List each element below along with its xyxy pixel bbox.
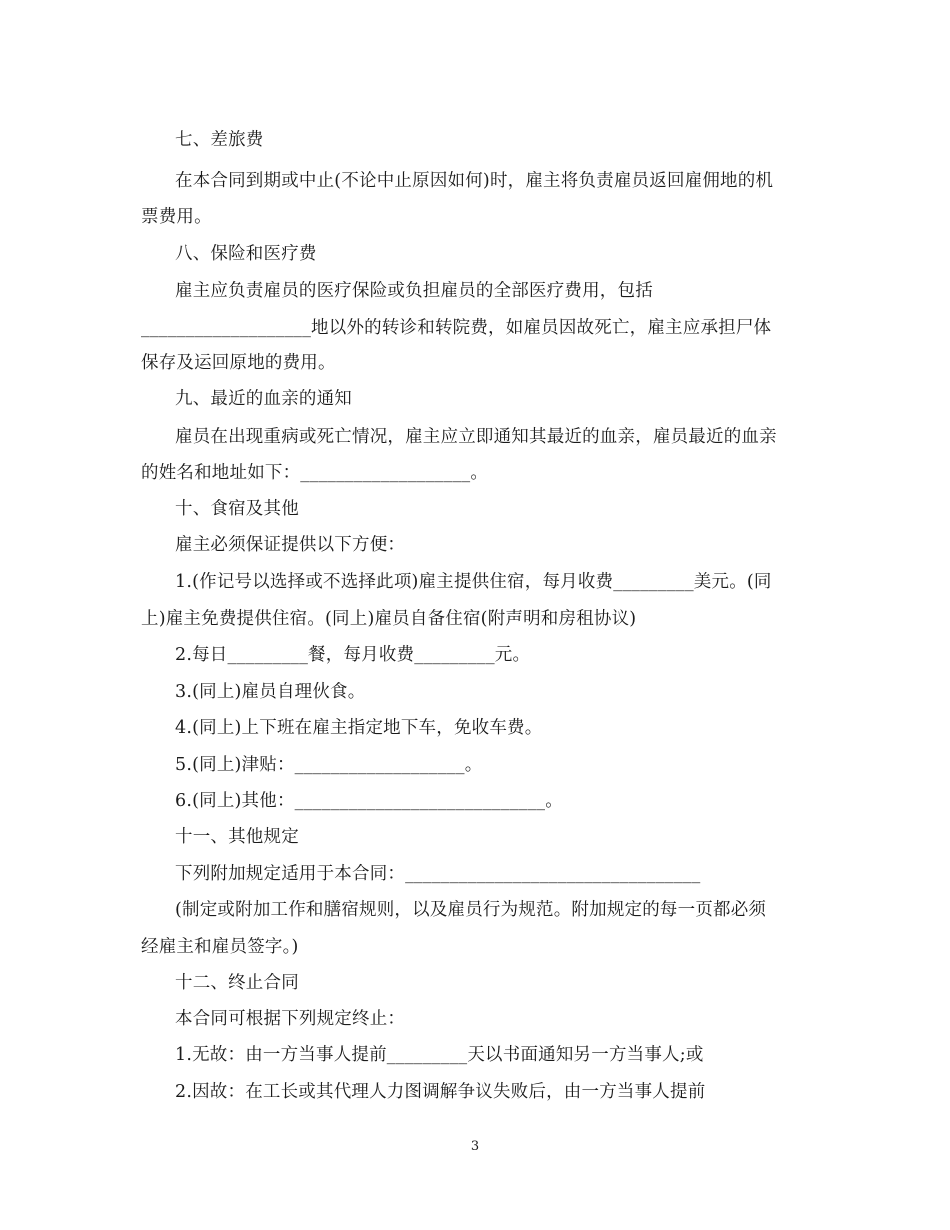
list-item: 2.因故：在工长或其代理人力图调解争议失败后，由一方当事人提前 [175, 1082, 706, 1102]
paragraph-line: 雇员在出现重病或死亡情况，雇主应立即通知其最近的血亲，雇员最近的血亲 [175, 427, 777, 447]
list-item-continuation: 上)雇主免费提供住宿。(同上)雇员自备住宿(附声明和房租协议) [141, 609, 637, 629]
list-item: 6.(同上)其他：____________________________。 [175, 791, 563, 811]
paragraph-line: 在本合同到期或中止(不论中止原因如何)时，雇主将负责雇员返回雇佣地的机 [175, 171, 774, 191]
section-heading-travel: 七、差旅费 [175, 130, 264, 150]
paragraph-line: 经雇主和雇员签字。) [141, 937, 299, 957]
page-number: 3 [470, 1139, 480, 1154]
section-heading-insurance: 八、保险和医疗费 [175, 244, 317, 264]
paragraph-line: 雇主必须保证提供以下方便： [175, 535, 406, 555]
paragraph-line: (制定或附加工作和膳宿规则，以及雇员行为规范。附加规定的每一页都必须 [175, 900, 767, 920]
list-item: 4.(同上)上下班在雇主指定地下车，免收车费。 [175, 718, 543, 738]
section-heading-board: 十、食宿及其他 [175, 499, 299, 519]
section-heading-termination: 十二、终止合同 [175, 973, 299, 993]
paragraph-line: 下列附加规定适用于本合同：_________________________________ [175, 864, 701, 884]
list-item: 1.无故：由一方当事人提前_________天以书面通知另一方当事人;或 [175, 1045, 704, 1065]
section-heading-kin-notice: 九、最近的血亲的通知 [175, 389, 352, 409]
paragraph-line: 的姓名和地址如下：___________________。 [141, 463, 489, 483]
paragraph-line: 本合同可根据下列规定终止： [175, 1009, 406, 1029]
list-item: 5.(同上)津贴：___________________。 [175, 755, 483, 775]
paragraph-line: 雇主应负责雇员的医疗保险或负担雇员的全部医疗费用，包括 [175, 281, 653, 301]
list-item: 2.每日_________餐，每月收费_________元。 [175, 645, 531, 665]
list-item: 3.(同上)雇员自理伙食。 [175, 682, 366, 702]
section-heading-other-rules: 十一、其他规定 [175, 827, 299, 847]
list-item: 1.(作记号以选择或不选择此项)雇主提供住宿，每月收费_________美元。(同 [175, 572, 772, 592]
paragraph-line: 保存及运回原地的费用。 [141, 353, 336, 373]
paragraph-line: ___________________地以外的转诊和转院费，如雇员因故死亡，雇主应承担尸体 [141, 318, 772, 338]
paragraph-line: 票费用。 [141, 207, 212, 227]
